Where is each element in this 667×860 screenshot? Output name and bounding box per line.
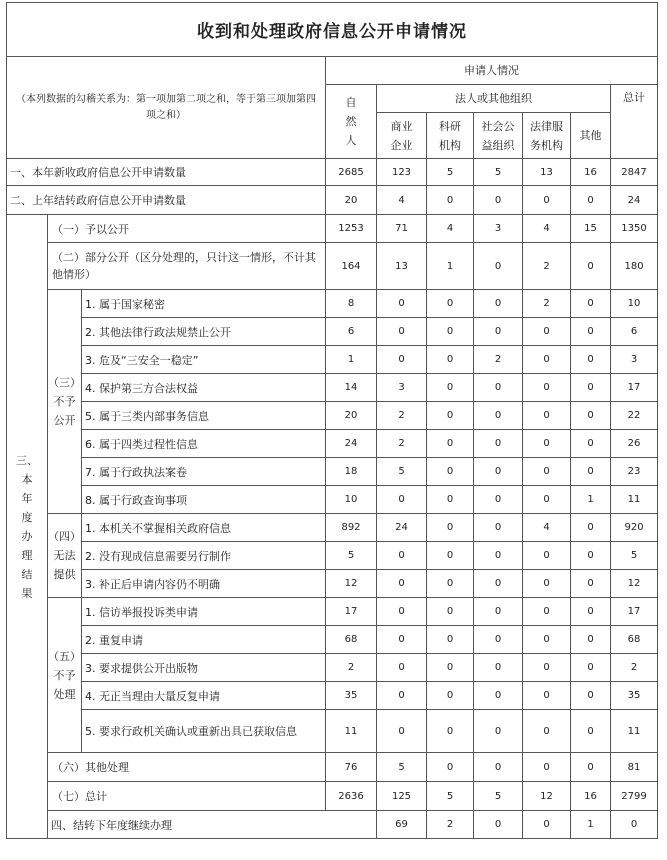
table-row bbox=[7, 186, 658, 215]
cell: 17 bbox=[611, 374, 658, 402]
cell: 13 bbox=[523, 159, 571, 186]
cell: 2 bbox=[474, 346, 523, 374]
cell: 16 bbox=[571, 159, 611, 186]
table-row bbox=[7, 374, 658, 402]
row-label: 2. 重复申请 bbox=[82, 626, 326, 654]
row-label: 1. 属于国家秘密 bbox=[82, 290, 326, 318]
sub-header: 商业 企业 bbox=[377, 113, 427, 159]
cell: 10 bbox=[326, 486, 377, 514]
row-label: 3. 危及“三安全一稳定” bbox=[82, 346, 326, 374]
cell: 0 bbox=[571, 598, 611, 626]
cell: 12 bbox=[523, 782, 571, 811]
cell: 0 bbox=[474, 486, 523, 514]
group5-label: （五） 不予 处理 bbox=[48, 598, 82, 753]
cell: 0 bbox=[474, 682, 523, 710]
cell: 68 bbox=[611, 626, 658, 654]
cell: 0 bbox=[427, 374, 474, 402]
cell: 0 bbox=[523, 753, 571, 782]
cell: 11 bbox=[326, 710, 377, 753]
table-row bbox=[7, 486, 658, 514]
table-row bbox=[7, 346, 658, 374]
cell: 0 bbox=[377, 598, 427, 626]
cell: 17 bbox=[611, 598, 658, 626]
cell: 180 bbox=[611, 243, 658, 290]
table-row bbox=[7, 598, 658, 626]
cell: 2685 bbox=[326, 159, 377, 186]
cell: 0 bbox=[427, 290, 474, 318]
cell: 0 bbox=[523, 570, 571, 598]
cell: 4 bbox=[523, 215, 571, 243]
cell: 2 bbox=[523, 290, 571, 318]
cell: 2847 bbox=[611, 159, 658, 186]
row-label: 4. 保护第三方合法权益 bbox=[82, 374, 326, 402]
cell: 0 bbox=[523, 598, 571, 626]
cell: 0 bbox=[523, 626, 571, 654]
cell: 16 bbox=[571, 782, 611, 811]
cell: 11 bbox=[611, 710, 658, 753]
applicant-header: 申请人情况 bbox=[326, 57, 658, 85]
cell: 0 bbox=[427, 542, 474, 570]
cell: 0 bbox=[474, 514, 523, 542]
cell: 0 bbox=[523, 318, 571, 346]
cell: 23 bbox=[611, 458, 658, 486]
table-row bbox=[7, 811, 658, 839]
cell: 0 bbox=[571, 318, 611, 346]
cell: 0 bbox=[427, 753, 474, 782]
cell: 0 bbox=[377, 626, 427, 654]
table-row bbox=[7, 159, 658, 186]
cell: 35 bbox=[326, 682, 377, 710]
cell: 2 bbox=[377, 430, 427, 458]
table-row bbox=[7, 654, 658, 682]
cell: 0 bbox=[427, 514, 474, 542]
cell: 4 bbox=[377, 186, 427, 215]
cell: 20 bbox=[326, 186, 377, 215]
cell: 0 bbox=[377, 486, 427, 514]
table-row bbox=[7, 710, 658, 753]
row-label: 1. 本机关不掌握相关政府信息 bbox=[82, 514, 326, 542]
row-label: （二）部分公开（区分处理的，只计这一情形，不计其他情形） bbox=[48, 243, 326, 290]
cell: 0 bbox=[427, 458, 474, 486]
cell: 2636 bbox=[326, 782, 377, 811]
cell: 15 bbox=[571, 215, 611, 243]
table-row bbox=[7, 402, 658, 430]
cell: 5 bbox=[377, 753, 427, 782]
cell: 0 bbox=[571, 346, 611, 374]
cell: 0 bbox=[474, 811, 523, 839]
cell: 0 bbox=[571, 374, 611, 402]
table-row bbox=[7, 243, 658, 290]
row-label: （七）总计 bbox=[48, 782, 326, 811]
cell: 0 bbox=[474, 290, 523, 318]
cell: 892 bbox=[326, 514, 377, 542]
cell: 14 bbox=[326, 374, 377, 402]
cell: 6 bbox=[326, 318, 377, 346]
cell: 35 bbox=[611, 682, 658, 710]
cell: 2 bbox=[427, 811, 474, 839]
report-sheet bbox=[6, 2, 661, 839]
cell: 0 bbox=[377, 710, 427, 753]
cell: 0 bbox=[611, 811, 658, 839]
cell: 24 bbox=[377, 514, 427, 542]
cell: 0 bbox=[427, 626, 474, 654]
cell: 2 bbox=[377, 402, 427, 430]
cell: 5 bbox=[326, 542, 377, 570]
cell: 5 bbox=[611, 542, 658, 570]
cell: 0 bbox=[571, 514, 611, 542]
cell: 0 bbox=[474, 598, 523, 626]
cell: 0 bbox=[571, 290, 611, 318]
group3-label: （三） 不予 公开 bbox=[48, 290, 82, 514]
cell: 5 bbox=[377, 458, 427, 486]
cell: 123 bbox=[377, 159, 427, 186]
cell: 1 bbox=[571, 811, 611, 839]
row-label: 6. 属于四类过程性信息 bbox=[82, 430, 326, 458]
table-row bbox=[7, 570, 658, 598]
cell: 0 bbox=[523, 811, 571, 839]
row-label: 1. 信访举报投诉类申请 bbox=[82, 598, 326, 626]
cell: 0 bbox=[474, 186, 523, 215]
cell: 5 bbox=[427, 782, 474, 811]
table-title: 收到和处理政府信息公开申请情况 bbox=[7, 3, 658, 57]
cell: 0 bbox=[427, 486, 474, 514]
cell: 4 bbox=[427, 215, 474, 243]
cell: 0 bbox=[523, 710, 571, 753]
cell: 81 bbox=[611, 753, 658, 782]
sub-header: 社会公 益组织 bbox=[474, 113, 523, 159]
cell: 4 bbox=[523, 514, 571, 542]
cell: 0 bbox=[377, 654, 427, 682]
legal-group-header: 法人或其他组织 bbox=[377, 85, 611, 113]
cell: 1 bbox=[571, 486, 611, 514]
sub-header: 法律服 务机构 bbox=[523, 113, 571, 159]
cell: 76 bbox=[326, 753, 377, 782]
cell: 0 bbox=[474, 654, 523, 682]
table-row bbox=[7, 542, 658, 570]
row-label: 二、上年结转政府信息公开申请数量 bbox=[7, 186, 326, 215]
sub-header: 科研 机构 bbox=[427, 113, 474, 159]
row-label: 8. 属于行政查询事项 bbox=[82, 486, 326, 514]
cell: 0 bbox=[474, 626, 523, 654]
table-row bbox=[7, 626, 658, 654]
table-row bbox=[7, 215, 658, 243]
cell: 0 bbox=[474, 243, 523, 290]
cell: 24 bbox=[611, 186, 658, 215]
cell: 0 bbox=[377, 318, 427, 346]
cell: 0 bbox=[571, 430, 611, 458]
cell: 2 bbox=[326, 654, 377, 682]
cell: 0 bbox=[523, 458, 571, 486]
row-label: 2. 其他法律行政法规禁止公开 bbox=[82, 318, 326, 346]
cell: 0 bbox=[427, 710, 474, 753]
group4-label: （四） 无法 提供 bbox=[48, 514, 82, 598]
table-row bbox=[7, 782, 658, 811]
cell: 125 bbox=[377, 782, 427, 811]
row-label: 2. 没有现成信息需要另行制作 bbox=[82, 542, 326, 570]
cell: 0 bbox=[427, 430, 474, 458]
note-cell bbox=[7, 57, 326, 159]
cell: 18 bbox=[326, 458, 377, 486]
cell: 0 bbox=[523, 186, 571, 215]
cell: 22 bbox=[611, 402, 658, 430]
cell: 0 bbox=[523, 654, 571, 682]
cell: 920 bbox=[611, 514, 658, 542]
cell: 0 bbox=[377, 290, 427, 318]
cell: 0 bbox=[523, 542, 571, 570]
row-label: 5. 要求行政机关确认或重新出具已获取信息 bbox=[82, 710, 326, 753]
cell: 3 bbox=[474, 215, 523, 243]
header-note: （本列数据的勾稽关系为：第一项加第二项之和，等于第三项加第四项之和） bbox=[16, 93, 316, 121]
row-label: 7. 属于行政执法案卷 bbox=[82, 458, 326, 486]
cell: 0 bbox=[377, 346, 427, 374]
cell: 0 bbox=[523, 402, 571, 430]
cell: 0 bbox=[474, 570, 523, 598]
cell: 10 bbox=[611, 290, 658, 318]
row-label: （六）其他处理 bbox=[48, 753, 326, 782]
cell: 0 bbox=[523, 430, 571, 458]
table-row bbox=[7, 682, 658, 710]
cell: 0 bbox=[427, 570, 474, 598]
cell: 0 bbox=[571, 710, 611, 753]
cell: 0 bbox=[474, 402, 523, 430]
cell: 17 bbox=[326, 598, 377, 626]
cell: 3 bbox=[611, 346, 658, 374]
cell: 2 bbox=[611, 654, 658, 682]
cell: 1 bbox=[326, 346, 377, 374]
table-row bbox=[7, 514, 658, 542]
cell: 0 bbox=[571, 243, 611, 290]
cell: 0 bbox=[377, 682, 427, 710]
row-label: （一）予以公开 bbox=[48, 215, 326, 243]
cell: 0 bbox=[427, 346, 474, 374]
cell: 0 bbox=[523, 682, 571, 710]
cell: 0 bbox=[571, 542, 611, 570]
cell: 0 bbox=[474, 710, 523, 753]
cell: 0 bbox=[571, 458, 611, 486]
cell: 0 bbox=[474, 753, 523, 782]
cell: 0 bbox=[427, 402, 474, 430]
table-row bbox=[7, 318, 658, 346]
cell: 0 bbox=[571, 654, 611, 682]
row-label: 四、结转下年度继续办理 bbox=[48, 811, 377, 839]
cell: 0 bbox=[571, 682, 611, 710]
cell: 13 bbox=[377, 243, 427, 290]
cell: 0 bbox=[427, 654, 474, 682]
cell: 0 bbox=[474, 318, 523, 346]
cell: 0 bbox=[474, 430, 523, 458]
cell: 2799 bbox=[611, 782, 658, 811]
cell: 0 bbox=[523, 346, 571, 374]
cell: 5 bbox=[474, 159, 523, 186]
cell: 0 bbox=[571, 753, 611, 782]
cell: 12 bbox=[326, 570, 377, 598]
row-label: 4. 无正当理由大量反复申请 bbox=[82, 682, 326, 710]
row-label: 5. 属于三类内部事务信息 bbox=[82, 402, 326, 430]
row-label: 一、本年新收政府信息公开申请数量 bbox=[7, 159, 326, 186]
cell: 71 bbox=[377, 215, 427, 243]
cell: 0 bbox=[523, 374, 571, 402]
cell: 68 bbox=[326, 626, 377, 654]
cell: 0 bbox=[377, 570, 427, 598]
cell: 24 bbox=[326, 430, 377, 458]
cell: 164 bbox=[326, 243, 377, 290]
cell: 0 bbox=[571, 402, 611, 430]
cell: 69 bbox=[377, 811, 427, 839]
disclosure-table bbox=[6, 2, 658, 839]
cell: 0 bbox=[474, 458, 523, 486]
cell: 0 bbox=[523, 486, 571, 514]
table-row bbox=[7, 290, 658, 318]
cell: 0 bbox=[571, 186, 611, 215]
cell: 12 bbox=[611, 570, 658, 598]
cell: 3 bbox=[377, 374, 427, 402]
natural-person-header: 自 然 人 bbox=[326, 85, 377, 159]
table-row bbox=[7, 753, 658, 782]
table-row bbox=[7, 430, 658, 458]
total-header: 总计 bbox=[611, 85, 658, 159]
cell: 0 bbox=[427, 598, 474, 626]
cell: 0 bbox=[377, 542, 427, 570]
section3-label: 三、 本 年 度 办 理 结 果 bbox=[7, 215, 48, 839]
cell: 0 bbox=[427, 318, 474, 346]
cell: 20 bbox=[326, 402, 377, 430]
sub-header: 其他 bbox=[571, 113, 611, 159]
cell: 2 bbox=[523, 243, 571, 290]
cell: 0 bbox=[427, 186, 474, 215]
cell: 0 bbox=[571, 626, 611, 654]
row-label: 3. 补正后申请内容仍不明确 bbox=[82, 570, 326, 598]
row-label: 3. 要求提供公开出版物 bbox=[82, 654, 326, 682]
cell: 0 bbox=[474, 542, 523, 570]
cell: 1253 bbox=[326, 215, 377, 243]
cell: 1350 bbox=[611, 215, 658, 243]
cell: 0 bbox=[474, 374, 523, 402]
cell: 11 bbox=[611, 486, 658, 514]
cell: 6 bbox=[611, 318, 658, 346]
table-row bbox=[7, 458, 658, 486]
cell: 1 bbox=[427, 243, 474, 290]
cell: 0 bbox=[571, 570, 611, 598]
cell: 0 bbox=[427, 682, 474, 710]
cell: 8 bbox=[326, 290, 377, 318]
cell: 5 bbox=[427, 159, 474, 186]
cell: 26 bbox=[611, 430, 658, 458]
cell: 5 bbox=[474, 782, 523, 811]
